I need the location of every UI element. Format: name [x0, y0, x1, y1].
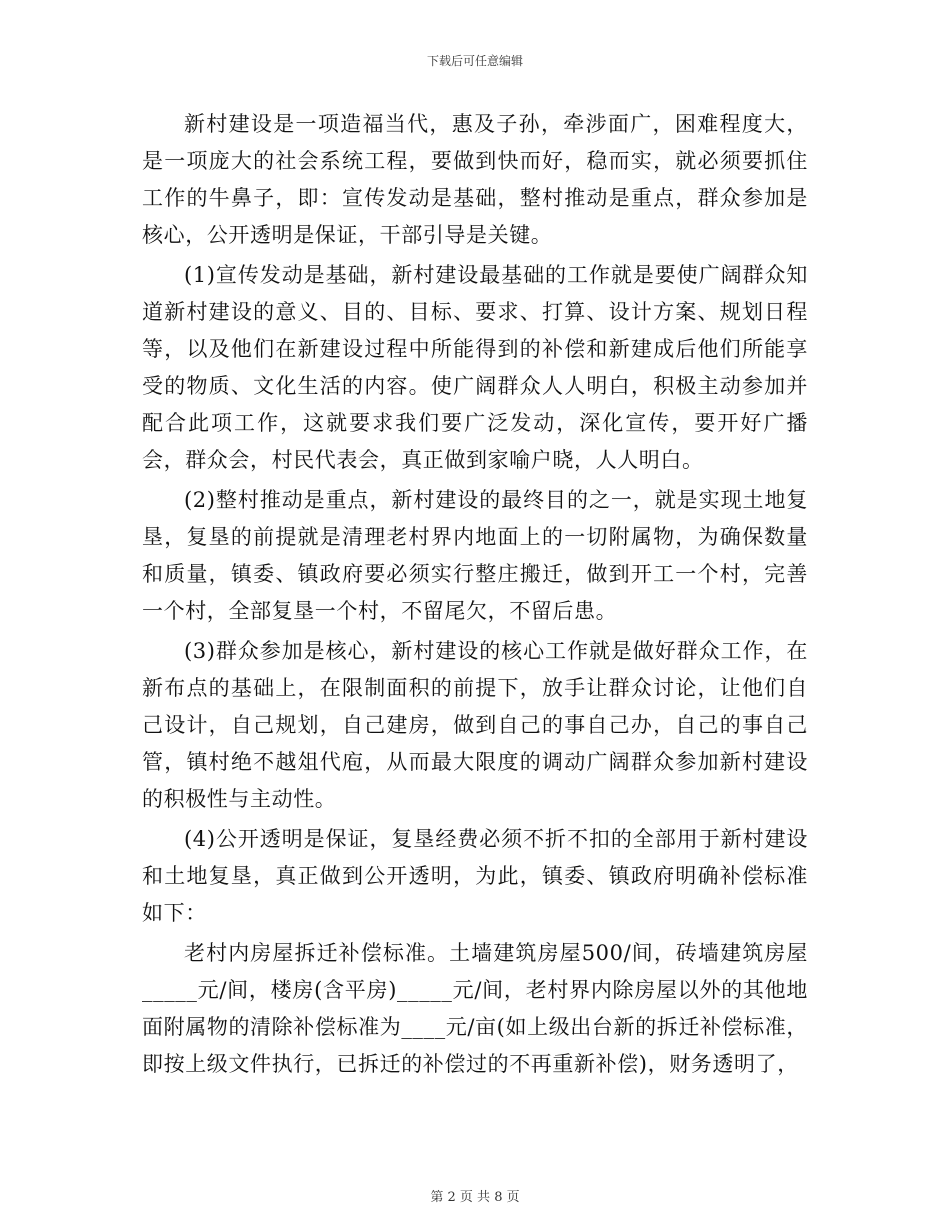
paragraph-compensation: 老村内房屋拆迁补偿标准。土墙建筑房屋500/间，砖墙建筑房屋_____元/间，楼房(含平房)_____元/间，老村界内除房屋以外的其他地面附属物的清除补偿标准为____元/亩(如上级出台新的拆迁补偿标准，即按上级文件执行，已拆迁的补偿过的不再重新补偿)，财务透明了，: [142, 941, 808, 1076]
paragraph-point-1: (1)宣传发动是基础，新村建设最基础的工作就是要使广阔群众知道新村建设的意义、目的、目标、要求、打算、设计方案、规划日程等，以及他们在新建设过程中所能得到的补偿和新建成后他们所能享受的物质、文化生活的内容。使广阔群众人人明白，积极主动参加并配合此项工作，这就要求我们要广泛发动，深化宣传，要开好广播会，群众会，村民代表会，真正做到家喻户晓，人人明白。: [142, 263, 808, 472]
paragraph-intro: 新村建设是一项造福当代，惠及子孙，牵涉面广，困难程度大，是一项庞大的社会系统工程，要做到快而好，稳而实，就必须要抓住工作的牛鼻子，即：宣传发动是基础，整村推动是重点，群众参加是核心，公开透明是保证，干部引导是关键。: [142, 112, 808, 247]
page-number: 第 2 页 共 8 页: [430, 1190, 520, 1205]
paragraph-point-4: (4)公开透明是保证，复垦经费必须不折不扣的全部用于新村建设和土地复垦，真正做到公开透明，为此，镇委、镇政府明确补偿标准如下：: [142, 827, 808, 925]
paragraph-point-3: (3)群众参加是核心，新村建设的核心工作就是做好群众工作，在新布点的基础上，在限制面积的前提下，放手让群众讨论，让他们自己设计，自己规划，自己建房，做到自己的事自己办，自己的事自己管，镇村绝不越俎代庖，从而最大限度的调动广阔群众参加新村建设的积极性与主动性。: [142, 639, 808, 811]
paragraph-point-2: (2)整村推动是重点，新村建设的最终目的之一，就是实现土地复垦，复垦的前提就是清理老村界内地面上的一切附属物，为确保数量和质量，镇委、镇政府要必须实行整庄搬迁，做到开工一个村，完善一个村，全部复垦一个村，不留尾欠，不留后患。: [142, 488, 808, 623]
document-body: [142, 106, 808, 1086]
page-header-note: 下载后可任意编辑: [426, 54, 523, 68]
